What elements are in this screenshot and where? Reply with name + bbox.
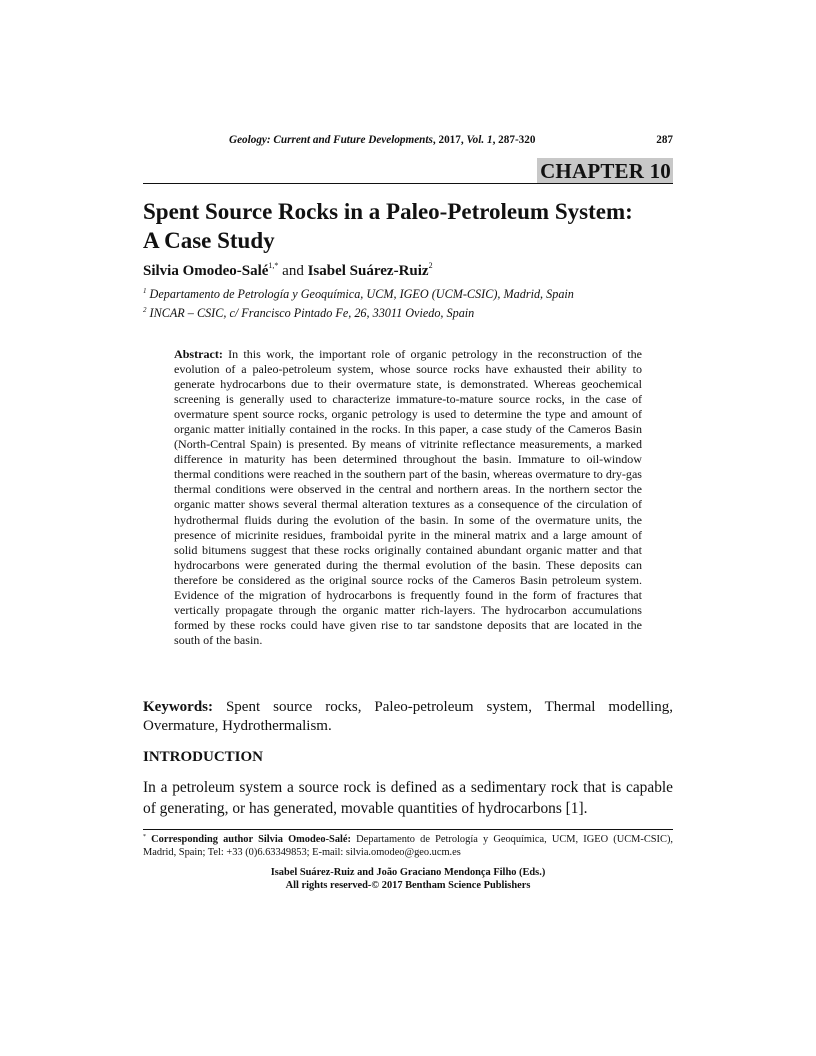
abstract-label: Abstract: — [174, 347, 223, 361]
footnote-divider — [143, 829, 673, 830]
author-2-affiliation-mark: 2 — [428, 261, 433, 270]
affiliation-1-text: Departamento de Petrología y Geoquímica, UCM, IGEO (UCM-CSIC), Madrid, Spain — [146, 287, 574, 301]
keywords — [143, 698, 673, 735]
journal-volume: Vol. 1 — [466, 134, 493, 146]
keywords-label: Keywords: — [143, 699, 213, 715]
chapter-divider — [143, 183, 673, 184]
journal-year: , 2017, — [432, 134, 467, 146]
author-list — [143, 262, 433, 280]
affiliation-1-number: 1 — [143, 287, 147, 295]
rights-line: All rights reserved-© 2017 Bentham Science Publishers — [285, 880, 531, 891]
title-line-1: Spent Source Rocks in a Paleo-Petroleum System: — [143, 199, 633, 224]
affiliation-2 — [143, 306, 474, 321]
author-1-affiliation-mark: 1,* — [268, 261, 279, 270]
footnote-label: Corresponding author Silvia Omodeo-Salé: — [146, 834, 351, 845]
introduction-paragraph: In a petroleum system a source rock is defined as a sedimentary rock that is capable of generating, or has generated, movable quantities of hydrocarbons [1]. — [143, 779, 673, 817]
title-line-2: A Case Study — [143, 228, 275, 253]
editors-line: Isabel Suárez-Ruiz and João Graciano Mendonça Filho (Eds.) — [270, 867, 546, 878]
abstract-text: In this work, the important role of organic petrology in the reconstruction of the evolution of a paleo-petroleum system, whose source rocks have exhausted their ability to generate hydrocarbons due to their overmature state, is demonstrated. Whereas geochemical screening is generally used to characterize immature-to-mature source rocks, in the case of overmature spent source rocks, organic petrology is used to determine the type and amount of organic matter initially contained in the rocks. In this paper, a case study of the Cameros Basin (North-Central Spain) is presented. By means of vitrinite reflectance measurements, a marked difference in maturity has been determined throughout the basin. Immature to oil-window thermal conditions were reached in the southern part of the basin, whereas overmature to dry-gas thermal conditions were observed in the central and northern areas. In the northern sector the organic matter shows several thermal alteration textures as a consequence of the circulation of hydrothermal fluids during the evolution of the basin. In some of the overmature units, the presence of micrinite residues, framboidal pyrite in the mineral matrix and a large amount of solid bitumens suggest that these rocks originally contained abundant organic matter and that hydrocarbons were generated during the thermal evolution of the basin. These deposits can therefore be considered as the original source rocks of the Cameros Basin petroleum system. Evidence of the migration of hydrocarbons is frequently found in the form of fractures that vertically propagate through the organic matter rich-layers. The hydrocarbon accumulations formed by these rocks could have given rise to tar sandstone deposits that are located in the south of the basin. — [174, 347, 642, 647]
affiliation-2-text: INCAR – CSIC, c/ Francisco Pintado Fe, 26, 33011 Oviedo, Spain — [146, 306, 475, 320]
chapter-title — [143, 197, 683, 255]
corresponding-author-footnote — [143, 833, 673, 859]
publisher-block — [143, 866, 673, 892]
introduction-heading: INTRODUCTION — [143, 749, 264, 765]
journal-name: Geology: Current and Future Developments — [229, 134, 433, 146]
page-number: 287 — [656, 134, 673, 146]
author-1: Silvia Omodeo-Salé — [143, 263, 269, 279]
keywords-text: Spent source rocks, Paleo-petroleum system, Thermal modelling, Overmature, Hydrothermalism. — [143, 699, 673, 734]
affiliation-2-number: 2 — [143, 306, 147, 314]
author-joiner: and — [278, 263, 308, 279]
footnote-mark: * — [143, 834, 146, 840]
journal-citation — [229, 133, 535, 147]
author-2: Isabel Suárez-Ruiz — [307, 263, 429, 279]
abstract — [174, 347, 642, 648]
journal-pages: , 287-320 — [492, 134, 536, 146]
footnote-text: Departamento de Petrología y Geoquímica, UCM, IGEO (UCM-CSIC), Madrid, Spain; Tel: +33 (0)6.63349853; E-mail: silvia.omodeo@geo.ucm.es — [143, 834, 674, 858]
affiliation-1 — [143, 287, 574, 302]
chapter-label: CHAPTER 10 — [537, 158, 673, 183]
